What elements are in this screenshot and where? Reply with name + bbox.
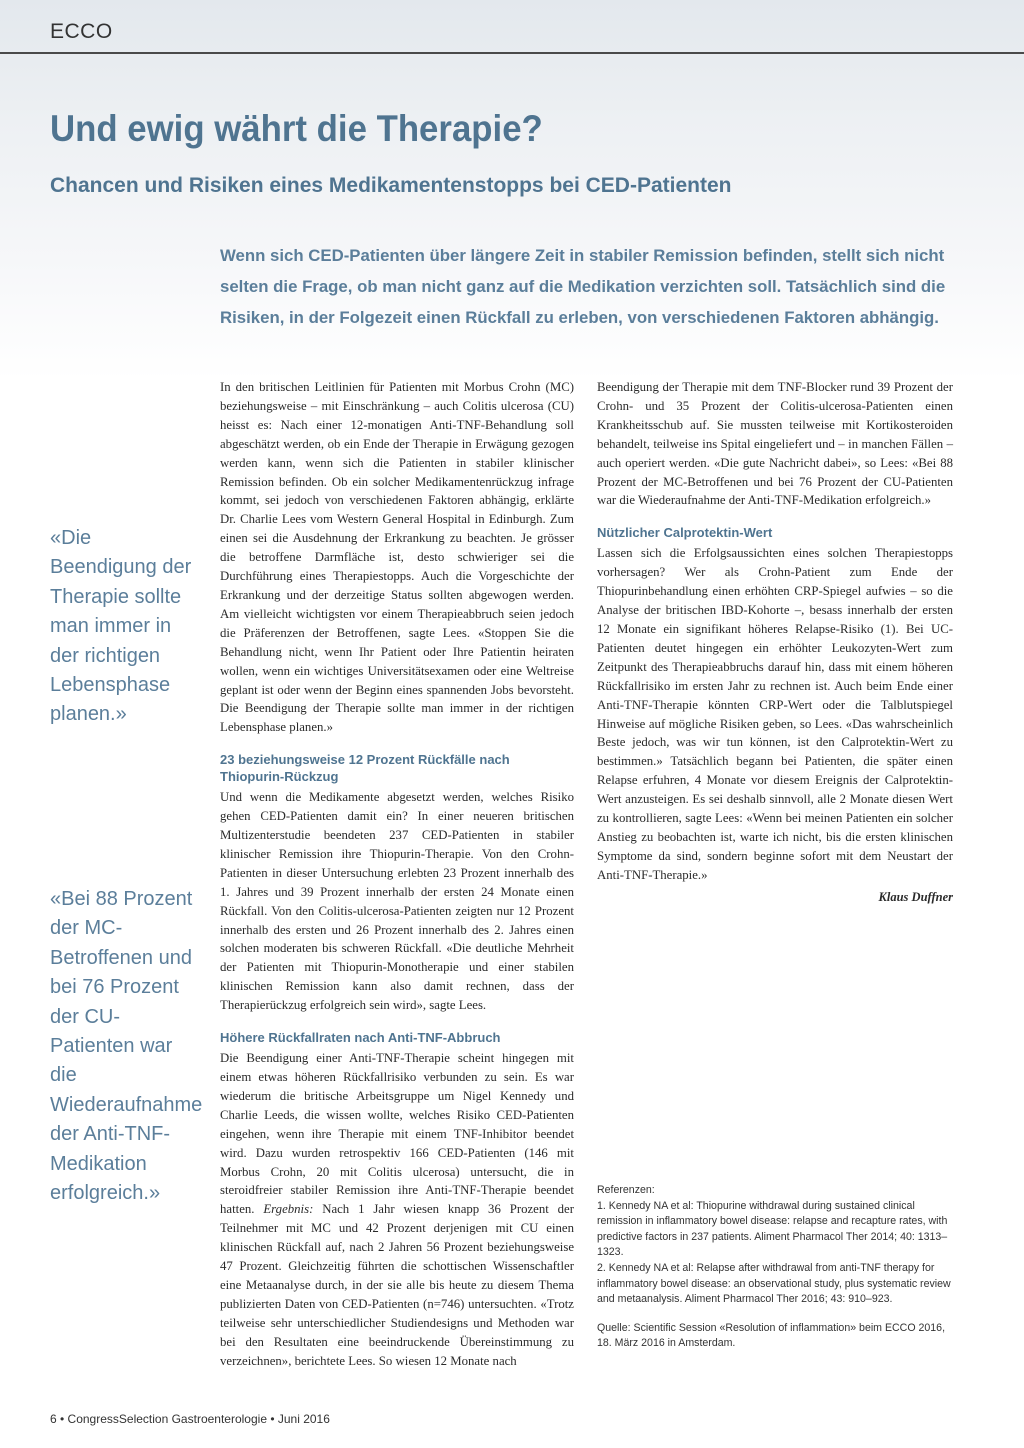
article-subtitle: Chancen und Risiken eines Medikamentenstopps bei CED-Patienten (50, 174, 732, 197)
section-heading: 23 beziehungsweise 12 Prozent Rückfälle nach Thiopurin-Rückzug (220, 752, 510, 785)
quote-close-mark: » (115, 703, 127, 726)
quote-open-mark: « (50, 888, 62, 910)
pull-quote-1-text: Die Beendigung der Therapie sollte man immer in der richtigen Lebensphase planen. (50, 527, 192, 726)
section-label: ECCO (50, 20, 113, 43)
references (597, 1183, 953, 1352)
body-column-2 (597, 378, 953, 907)
source-text: Scientific Session «Resolution of inflammation» beim ECCO 2016, 18. März 2016 in Amsterdam. (597, 1321, 946, 1350)
body-paragraph: Beendigung der Therapie mit dem TNF-Blocker rund 39 Prozent der Crohn- und 35 Prozent der Colitis-ulcerosa-Patienten einen Krankheitsschub auf. Sie mussten teilweise mit Kortikosteroiden behandelt, teilweise ins Spital eingeliefert und – in manchen Fällen – auch operiert werden. «Die gute Nachricht dabei», so Lees: «Bei 88 Prozent der MC-Betroffenen und bei 76 Prozent der CU-Patienten war die Wiederaufnahme der Anti-TNF-Medikation erfolgreich.» (597, 380, 953, 508)
pull-quote-1 (50, 524, 200, 730)
source-label: Quelle: (597, 1321, 631, 1334)
header-divider (0, 52, 1024, 54)
body-text: Die Beendigung einer Anti-TNF-Therapie scheint hingegen mit einem etwas höheren Rückfallrisiko verbunden zu sein. Es war wiederum die britische Arbeitsgruppe um Nigel Kennedy und Charlie Leeds, die wissen wollte, welches Risiko CED-Patienten eingehen, wenn ihre Therapie mit einem TNF-Inhibitor beendet wird. Dazu wurden retrospektiv 166 CED-Patienten (146 mit Morbus Crohn, 20 mit Colitis ulcerosa) untersucht, die in steroidfreier stabiler Remission ihre Anti-TNF-Therapie beendet hatten. (220, 1051, 574, 1217)
reference-item: 1. Kennedy NA et al: Thiopurine withdrawal during sustained clinical remission in inflammatory bowel disease: relapse and recapture rates, with predictive factors in 237 patients. Aliment Pharmacol Ther 2014; 40: 1313–1323. (597, 1199, 948, 1259)
pull-quote-2-text: Bei 88 Prozent der MC-Betroffenen und bei 76 Prozent der CU-Patienten war die Wiederaufnahme der Anti-TNF-Medikation erfolgreich. (50, 888, 203, 1205)
body-paragraph: Lassen sich die Erfolgsaussichten eines solchen Therapiestopps vorhersagen? Wer als Crohn-Patient zum Ende der Thiopurinbehandlung einen erhöhten CRP-Spiegel aufwies – so die Analyse der britischen IBD-Kohorte –, besass innerhalb der ersten 12 Monate ein signifikant höheres Relapse-Risiko (1). Bei UC-Patienten deutet hingegen ein erhöhter Leukozyten-Wert zum Zeitpunkt des Therapieabbruchs darauf hin, dass mit einem höheren Rückfallrisiko im ersten Jahr zu rechnen ist. Auch beim Ende einer Anti-TNF-Therapie könnten CRP-Wert oder die Talblutspiegel Hinweise auf mögliche Risiken geben, so Lees. «Das wahrscheinlich Beste jedoch, was wir tun können, ist den Calprotektin-Wert zu bestimmen.» Tatsächlich begann bei Patienten, die später einen Relapse erfuhren, 4 Monate vor diesem Ereignis der Calprotektin-Wert anzusteigen. Es sei deshalb sinnvoll, alle 2 Monate diesen Wert zu kontrollieren, sagte Lees: «Wenn bei meinen Patienten ein solcher Anstieg zu beobachten ist, warte ich nicht, bis die ersten klinischen Symptome da sind, sondern beginne sofort mit dem Neustart der Anti-TNF-Therapie.» (597, 546, 953, 882)
article-title: Und ewig währt die Therapie? (50, 108, 543, 149)
body-text: Nach 1 Jahr wiesen knapp 36 Prozent der Teilnehmer mit MC und 42 Prozent derjenigen mit CU einen klinischen Rückfall auf, nach 2 Jahren 56 Prozent beziehungsweise 47 Prozent. Gleichzeitig führten die schottischen Wissenschaftler eine Metaanalyse durch, in der sie alle bis heute zu diesem Thema publizierten Daten von CED-Patienten (n=746) untersuchten. «Trotz teilweise sehr unterschiedlicher Studiendesigns und Methoden war bei den Resultaten eine beeindruckende Übereinstimmung zu verzeichnen», berichtete Lees. So wiesen 12 Monate nach (220, 1202, 574, 1368)
quote-open-mark: « (50, 527, 62, 549)
source-note (597, 1321, 953, 1352)
page-footer: 6 • CongressSelection Gastroenterologie • Juni 2016 (50, 1412, 330, 1426)
emphasis-text: Ergebnis: (263, 1202, 314, 1217)
body-paragraph (220, 1049, 574, 1370)
body-column-1 (220, 378, 574, 1371)
reference-item: 2. Kennedy NA et al: Relapse after withdrawal from anti-TNF therapy for inflammatory bowel disease: an observational study, plus systematic review and metaanalysis. Aliment Pharmacol Ther 2016; 43: 910–923. (597, 1261, 951, 1306)
pull-quote-2 (50, 885, 203, 1208)
article-lead: Wenn sich CED-Patienten über längere Zeit in stabiler Remission befinden, stellt sich nicht selten die Frage, ob man nicht ganz auf die Medikation verzichten soll. Tatsächlich sind die Risiken, in der Folgezeit einen Rückfall zu erleben, von verschiedenen Faktoren abhängig. (220, 246, 946, 327)
author-name: Klaus Duffner (878, 889, 953, 904)
references-heading: Referenzen: (597, 1184, 655, 1196)
section-heading: Höhere Rückfallraten nach Anti-TNF-Abbruch (220, 1030, 501, 1046)
body-paragraph: In den britischen Leitlinien für Patienten mit Morbus Crohn (MC) beziehungsweise – mit Einschränkung – auch Colitis ulcerosa (CU) heisst es: Nach einer 12-monatigen Anti-TNF-Behandlung soll abgeschätzt werden, ob ein Ende der Therapie in Erwägung gezogen werden kann, wenn sich die Patienten in stabiler klinischer Remission befinden. Ob ein solcher Medikamentenrückzug infrage kommt, sei jedoch von verschiedenen Faktoren abhängig, erklärte Dr. Charlie Lees vom Western General Hospital in Edinburgh. Zum einen sei die Ausdehnung der Erkrankung zu beachten. Je grösser die betroffene Darmfläche ist, desto schwieriger sei die Durchführung eines Therapiestopps. Auch die Vorgeschichte der Erkrankung und der derzeitige Status sollten abgewogen werden. Am vielleicht wichtigsten vor einem Therapieabbruch seien jedoch die Präferenzen der Betroffenen, sagte Lees. «Stoppen Sie die Behandlung nicht, wenn Ihr Patient oder Ihre Patientin heiraten wollen, wenn ein wichtiges Universitätsexamen oder eine Weltreise geplant ist oder wenn der Beginn eines spannenden Jobs bevorsteht. Die Beendigung der Therapie sollte man immer in der richtigen Lebensphase planen.» (220, 380, 574, 735)
section-heading: Nützlicher Calprotektin-Wert (597, 525, 773, 541)
quote-close-mark: » (148, 1182, 161, 1205)
body-paragraph: Und wenn die Medikamente abgesetzt werden, welches Risiko gehen CED-Patienten damit ein? In einer neueren britischen Multizenterstudie beendeten 237 CED-Patienten in stabiler klinischer Remission ihre Thiopurin-Therapie. Von den Crohn-Patienten in dieser Untersuchung erlebten 23 Prozent innerhalb des 1. Jahres und 39 Prozent innerhalb der ersten 24 Monate einen Rückfall. Von den Colitis-ulcerosa-Patienten zeigten nur 12 Prozent innerhalb des ersten und 26 Prozent innerhalb des 2. Jahres einen solchen moderaten bis schweren Rückfall. «Die deutliche Mehrheit der Patienten mit Thiopurin-Monotherapie und einer stabilen klinischen Remission kann also damit rechnen, dass der Therapierückzug erfolgreich sein wird», sagte Lees. (220, 790, 574, 1013)
